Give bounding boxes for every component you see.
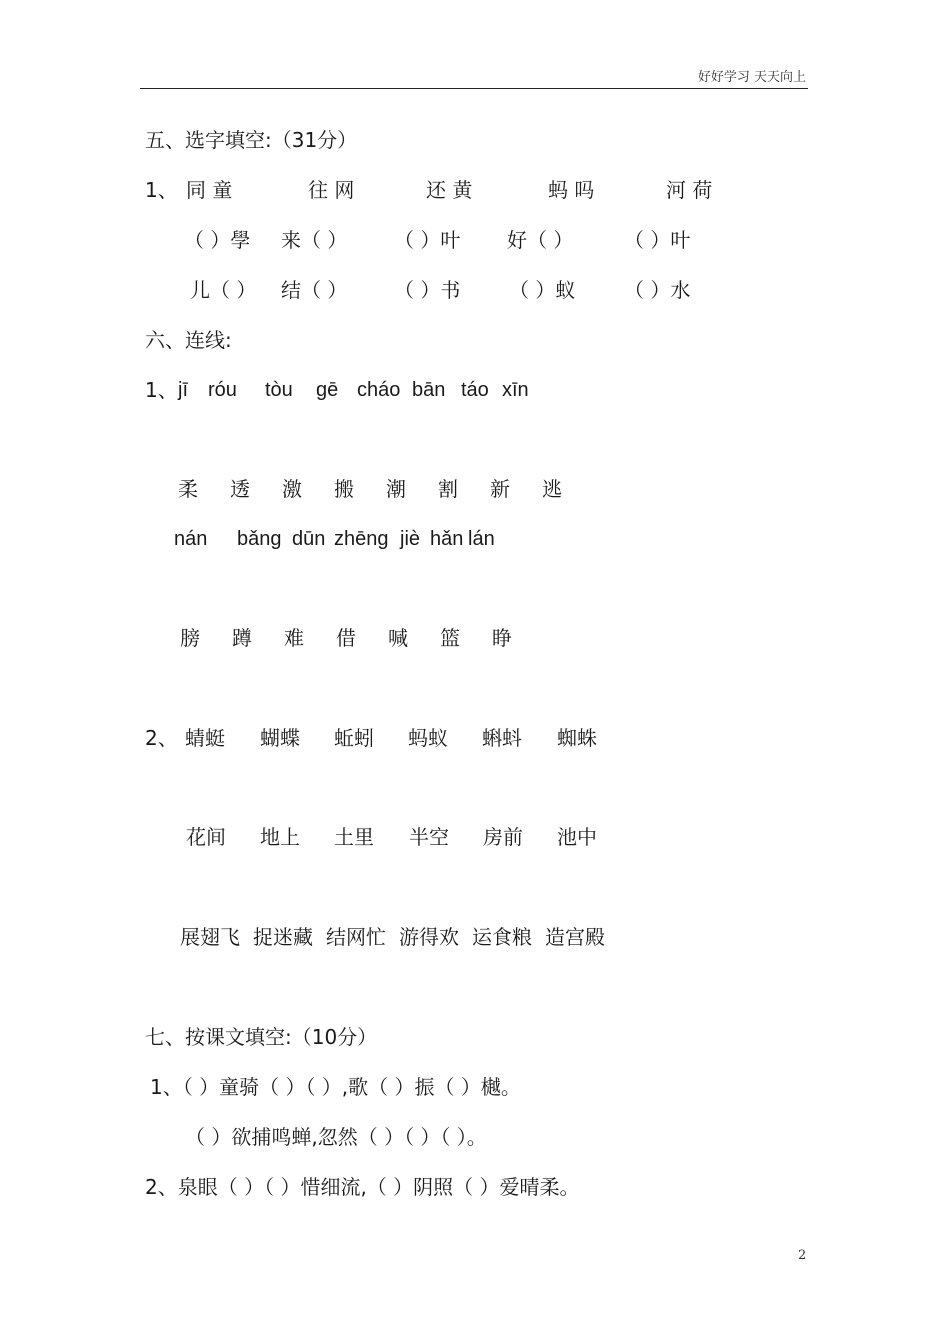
pinyin-item: xīn — [502, 379, 529, 401]
pinyin-item: nán — [174, 528, 208, 550]
fill-blank: （ ）叶 — [394, 228, 461, 252]
pinyin-item: jī — [178, 379, 188, 401]
pinyin-item: táo — [461, 379, 489, 401]
fill-blank: 好（ ） — [507, 228, 574, 252]
action-phrase: 捉迷藏 — [253, 925, 313, 949]
hanzi-item: 潮 — [386, 477, 406, 501]
hanzi-item: 搬 — [334, 477, 354, 501]
hanzi-item: 柔 — [178, 477, 198, 501]
pinyin-item: tòu — [265, 379, 293, 401]
fill-blank: （ ）學 — [184, 228, 251, 252]
pinyin-item: hǎn — [430, 528, 464, 550]
hanzi-item: 逃 — [542, 477, 562, 501]
char-pair-4: 蚂 吗 — [548, 178, 595, 202]
section7-title: 七、按课文填空:（10分） — [145, 1025, 378, 1049]
pinyin-item: bǎnɡ — [237, 528, 282, 550]
hanzi-item: 睁 — [492, 626, 512, 650]
place-word: 房前 — [483, 825, 523, 849]
action-phrase: 运食粮 — [472, 925, 532, 949]
insect-word: 蝌蚪 — [482, 726, 522, 750]
char-pair-1: 同 童 — [186, 178, 233, 202]
char-pair-3: 还 黄 — [426, 178, 473, 202]
page-number: 2 — [798, 1248, 807, 1263]
hanzi-item: 新 — [490, 477, 510, 501]
hanzi-item: 激 — [282, 477, 302, 501]
poem-line-1: 1、（ ）童骑（ ）（ ）,歌（ ）振（ ）樾。 — [150, 1075, 521, 1099]
char-pair-5: 河 荷 — [666, 178, 713, 202]
insect-word: 蚯蚓 — [334, 726, 374, 750]
section5-q1-label: 1、 — [145, 178, 178, 202]
action-phrase: 造宫殿 — [545, 925, 605, 949]
place-word: 半空 — [409, 825, 449, 849]
place-word: 池中 — [557, 825, 597, 849]
action-phrase: 展翅飞 — [180, 925, 240, 949]
hanzi-item: 割 — [438, 477, 458, 501]
place-word: 土里 — [334, 825, 374, 849]
hanzi-item: 喊 — [388, 626, 408, 650]
pinyin-item: jiè — [400, 528, 421, 550]
insect-word: 蝴蝶 — [260, 726, 300, 750]
poem-line-3: 2、泉眼（ ）（ ）惜细流,（ ）阴照（ ）爱晴柔。 — [145, 1175, 580, 1199]
hanzi-item: 篮 — [440, 626, 460, 650]
hanzi-item: 难 — [284, 626, 304, 650]
fill-blank: （ ）叶 — [624, 228, 691, 252]
page-header — [140, 66, 808, 89]
char-pair-2: 往 网 — [308, 178, 355, 202]
pinyin-item: dūn — [292, 528, 326, 550]
action-phrase: 游得欢 — [399, 925, 459, 949]
section5-title: 五、选字填空:（31分） — [145, 128, 358, 152]
insect-word: 蜘蛛 — [557, 726, 597, 750]
insect-word: 蚂蚁 — [408, 726, 448, 750]
pinyin-item: bān — [412, 379, 446, 401]
place-word: 花间 — [186, 825, 226, 849]
fill-blank: 儿（ ） — [190, 278, 257, 302]
place-word: 地上 — [260, 825, 300, 849]
pinyin-item: zhēnɡ — [334, 528, 389, 550]
fill-blank: （ ）水 — [624, 278, 691, 302]
header-motto: 好好学习 天天向上 — [697, 70, 806, 85]
fill-blank: 来（ ） — [281, 228, 348, 252]
hanzi-item: 膀 — [180, 626, 200, 650]
pinyin-item: ɡē — [316, 379, 339, 401]
hanzi-item: 透 — [230, 477, 250, 501]
insect-word: 蜻蜓 — [185, 726, 225, 750]
pinyin-item: róu — [208, 379, 237, 401]
section6-title: 六、连线: — [145, 328, 232, 352]
hanzi-item: 蹲 — [232, 626, 252, 650]
pinyin-item: lán — [468, 528, 495, 550]
action-phrase: 结网忙 — [326, 925, 386, 949]
section6-q1-label: 1、 — [145, 378, 178, 402]
fill-blank: （ ）书 — [394, 278, 461, 302]
fill-blank: （ ）蚁 — [509, 278, 576, 302]
poem-line-2: （ ）欲捕鸣蝉,忽然（ ）（ ）（ ）。 — [185, 1125, 487, 1149]
section6-q2-label: 2、 — [145, 726, 178, 750]
fill-blank: 结（ ） — [281, 278, 348, 302]
hanzi-item: 借 — [336, 626, 356, 650]
pinyin-item: cháo — [357, 379, 401, 401]
